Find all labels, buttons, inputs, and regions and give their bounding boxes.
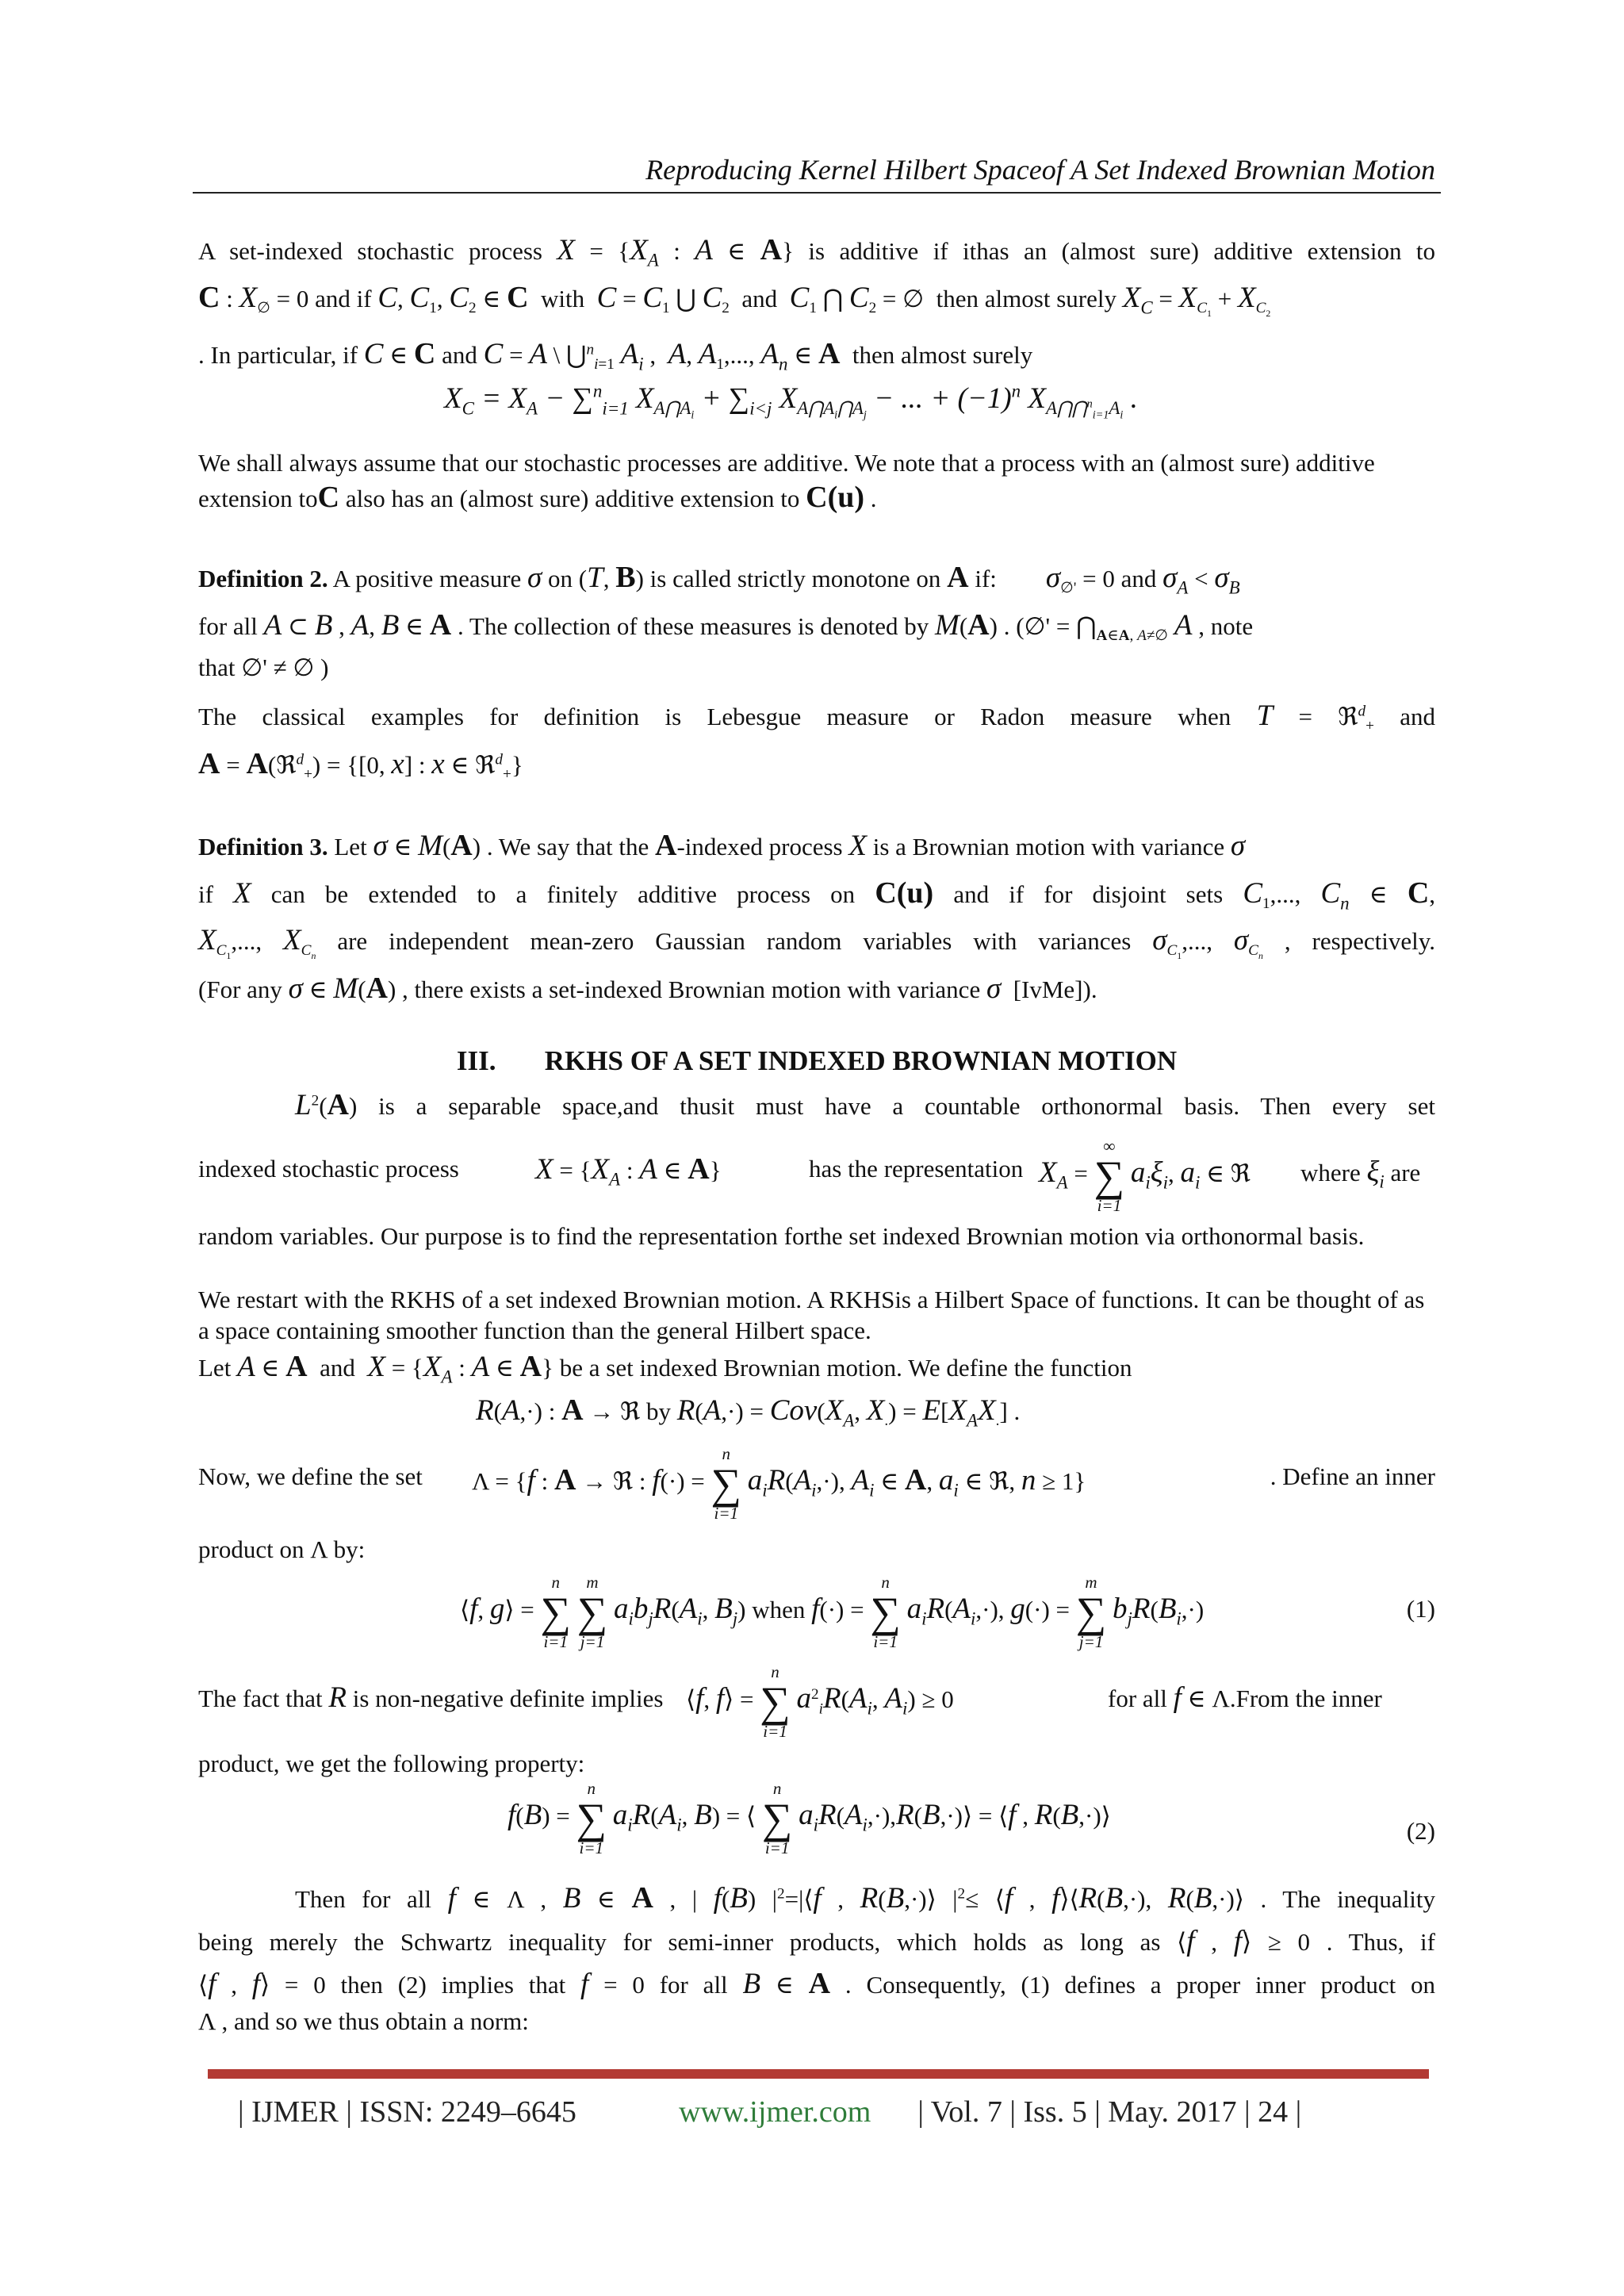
section-3-para-1-line-2: indexed stochastic process $X = \{X_A$ : A ∈ A} has the representation $X_A$ = ∞ ∑ i=1 $a_i\xi_i$, $a_i$ ∈ ℜ where $\xi_i$ are	[198, 1137, 1421, 1215]
header-rule	[193, 192, 1441, 194]
footer-rule	[208, 2069, 1429, 2079]
section-3-property-intro: product, we get the following property:	[198, 1750, 585, 1777]
definition-3-line-4: (For any σ ∈ M(A) , there exists a set-indexed Brownian motion with variance σ [IvMe]).	[198, 972, 1097, 1005]
section-3-para-1-line-1: $L^2(A)$ is a separable space,and thusit must have a countable orthonormal basis. Then every set	[295, 1088, 1435, 1121]
definition-3-line-3: $X_{C_1}$,..., $X_{C_n}$ are independent mean-zero Gaussian random variables with variances $\sigma_{C_1}$,..., $\sigma_{C_n}$ , respectively.	[198, 924, 1436, 962]
section-heading: III. RKHS OF A SET INDEXED BROWNIAN MOTION	[456, 1045, 1178, 1076]
definition-3-line-2: if X can be extended to a finitely additive process on C(u) and if for disjoint sets $C_1$,..., $C_n$ ∈ C,	[198, 876, 1436, 914]
section-3-nonnegative: The fact that R is non-negative definite implies ⟨f, f⟩ = n ∑ i=1 $a^2_iR(A_i$, $A_i) \ge 0$ for all f ∈ Λ.From the inner	[198, 1662, 1382, 1741]
equation-inclusion-exclusion: $X_C = X_A - \sum^n_{i=1}$ $X_{A⋂A_i} + \sum_{i<j}$ $X_{A⋂A_i⋂A_j}$ − ... + $(-1)^n$ $X_{A⋂⋂^n_{i=1}A_i}$ .	[444, 381, 1138, 422]
definition-2-line-1: Definition 2. A positive measure σ on (T, B) is called strictly monotone on A if: $\sigma_{\emptyset'} = 0$ and $\sigma_A < \sigma_B$	[198, 561, 1240, 598]
paragraph-additive-1: A set-indexed stochastic process $X = \{X_A$ : A ∈ A} is additive if ithas an (almost sure) additive extension to	[198, 233, 1435, 270]
section-3-norm-intro: Λ , and so we thus obtain a norm:	[198, 2007, 529, 2035]
definition-2-example-set: A = A(ℜ$^d_+$) = {[0, x] : x ∈ ℜ$^d_+$}	[198, 747, 523, 784]
paragraph-additive-3: . In particular, if C ∈ C and C = A \ ⋃$^n_{i=1}$ $A_i$ , A, $A_1$,..., $A_n$ ∈ A then almost surely	[198, 337, 1033, 374]
section-3-schwartz-line-2: being merely the Schwartz inequality for semi-inner products, which holds as long as ⟨f , f⟩ ≥ 0 . Thus, if	[198, 1925, 1435, 1957]
section-3-schwartz-line-3: ⟨f , f⟩ = 0 then (2) implies that f = 0 for all B ∈ A . Consequently, (1) defines a proper inner product on	[198, 1967, 1436, 2000]
equation-2-reproducing-property: f(B) = n ∑ i=1 $a_iR(A_i$, B) = ⟨ n ∑ i=1 $a_iR(A_i,\cdot),R(B,\cdot)⟩$ = ⟨f , R(B,·)⟩	[508, 1779, 1111, 1857]
equation-1-inner-product: ⟨f, g⟩ = n ∑ i=1 m ∑ j=1 $a_ib_jR(A_i$, $B_j$) when f(·) = n ∑ i=1 $a_iR(A_i,\cdot)$, g(·) = m ∑ j=1 $b_jR(B_i,\cdot)$	[460, 1573, 1205, 1651]
definition-2-line-2: for all A ⊂ B , A, B ∈ A . The collection of these measures is denoted by M(A) . (∅' = $⋂_{A\in A, A\ne\emptyset}$ A , note	[198, 608, 1254, 645]
equation-1-number: (1)	[1406, 1595, 1435, 1623]
section-3-inner-product-intro: product on Λ by:	[198, 1535, 366, 1563]
section-3-para-2: random variables. Our purpose is to find the representation forthe set indexed Brownian motion via orthonormal basis.	[198, 1222, 1365, 1250]
section-3-para-4: Let A ∈ A and $X = \{X_A$ : A ∈ A} be a set indexed Brownian motion. We define the function	[198, 1350, 1132, 1387]
definition-2-line-3: that ∅' ≠ ∅ )	[198, 654, 329, 681]
paragraph-additive-2: C : $X_\emptyset = 0$ and if C, $C_1$, $C_2$ ∈ C with $C = C_1$ ⋃ $C_2$ and $C_1$ ⋂ $C_2$ = ∅ then almost surely $X_C = X_{C_1} + X_{C_2}$	[198, 281, 1271, 320]
section-3-para-3: We restart with the RKHS of a set indexed Brownian motion. A RKHSis a Hilbert Space of functions. It can be thought of as a space containing smoother function than the general Hilbert space.	[198, 1286, 1425, 1344]
definition-2-examples: The classical examples for definition is Lebesgue measure or Radon measure when T = ℜ$^d_+$ and	[198, 700, 1436, 735]
section-3-set-lambda: Now, we define the set Λ = {f : A → ℜ : f(·) = n ∑ i=1 $a_iR(A_i,\cdot)$, $A_i$ ∈ A, $a_i$ ∈ ℜ, n ≥ 1} . Define an inner	[198, 1444, 1435, 1523]
definition-3-line-1: Definition 3. Let σ ∈ M(A) . We say that the A-indexed process X is a Brownian motion with variance σ	[198, 829, 1246, 862]
footer-issue: | Vol. 7 | Iss. 5 | May. 2017 | 24 |	[917, 2095, 1302, 2129]
footer	[238, 2094, 1301, 2132]
footer-journal: | IJMER | ISSN: 2249–6645	[238, 2095, 576, 2129]
paragraph-assume: We shall always assume that our stochastic processes are additive. We note that a process with an (almost sure) additive extension toC also has an (almost sure) additive extension to C(u) .	[198, 449, 1375, 514]
footer-url-link[interactable]: www.ijmer.com	[678, 2095, 871, 2129]
equation-covariance-function: R(A,·) : A → ℜ by $R(A,\cdot) = Cov(X_A$, $X_.) = E[X_AX_.]$ .	[476, 1393, 1021, 1431]
section-3-schwartz-line-1: Then for all f ∈ Λ , B ∈ A , | f(B) $|^2=|⟨f$ , R(B,·)⟩ $|^2\le$ ⟨f , f⟩⟨R(B,·), R(B,·)⟩ . The inequality	[295, 1881, 1436, 1915]
running-header: Reproducing Kernel Hilbert Spaceof A Set Indexed Brownian Motion	[645, 154, 1435, 186]
equation-2-number: (2)	[1406, 1817, 1435, 1845]
